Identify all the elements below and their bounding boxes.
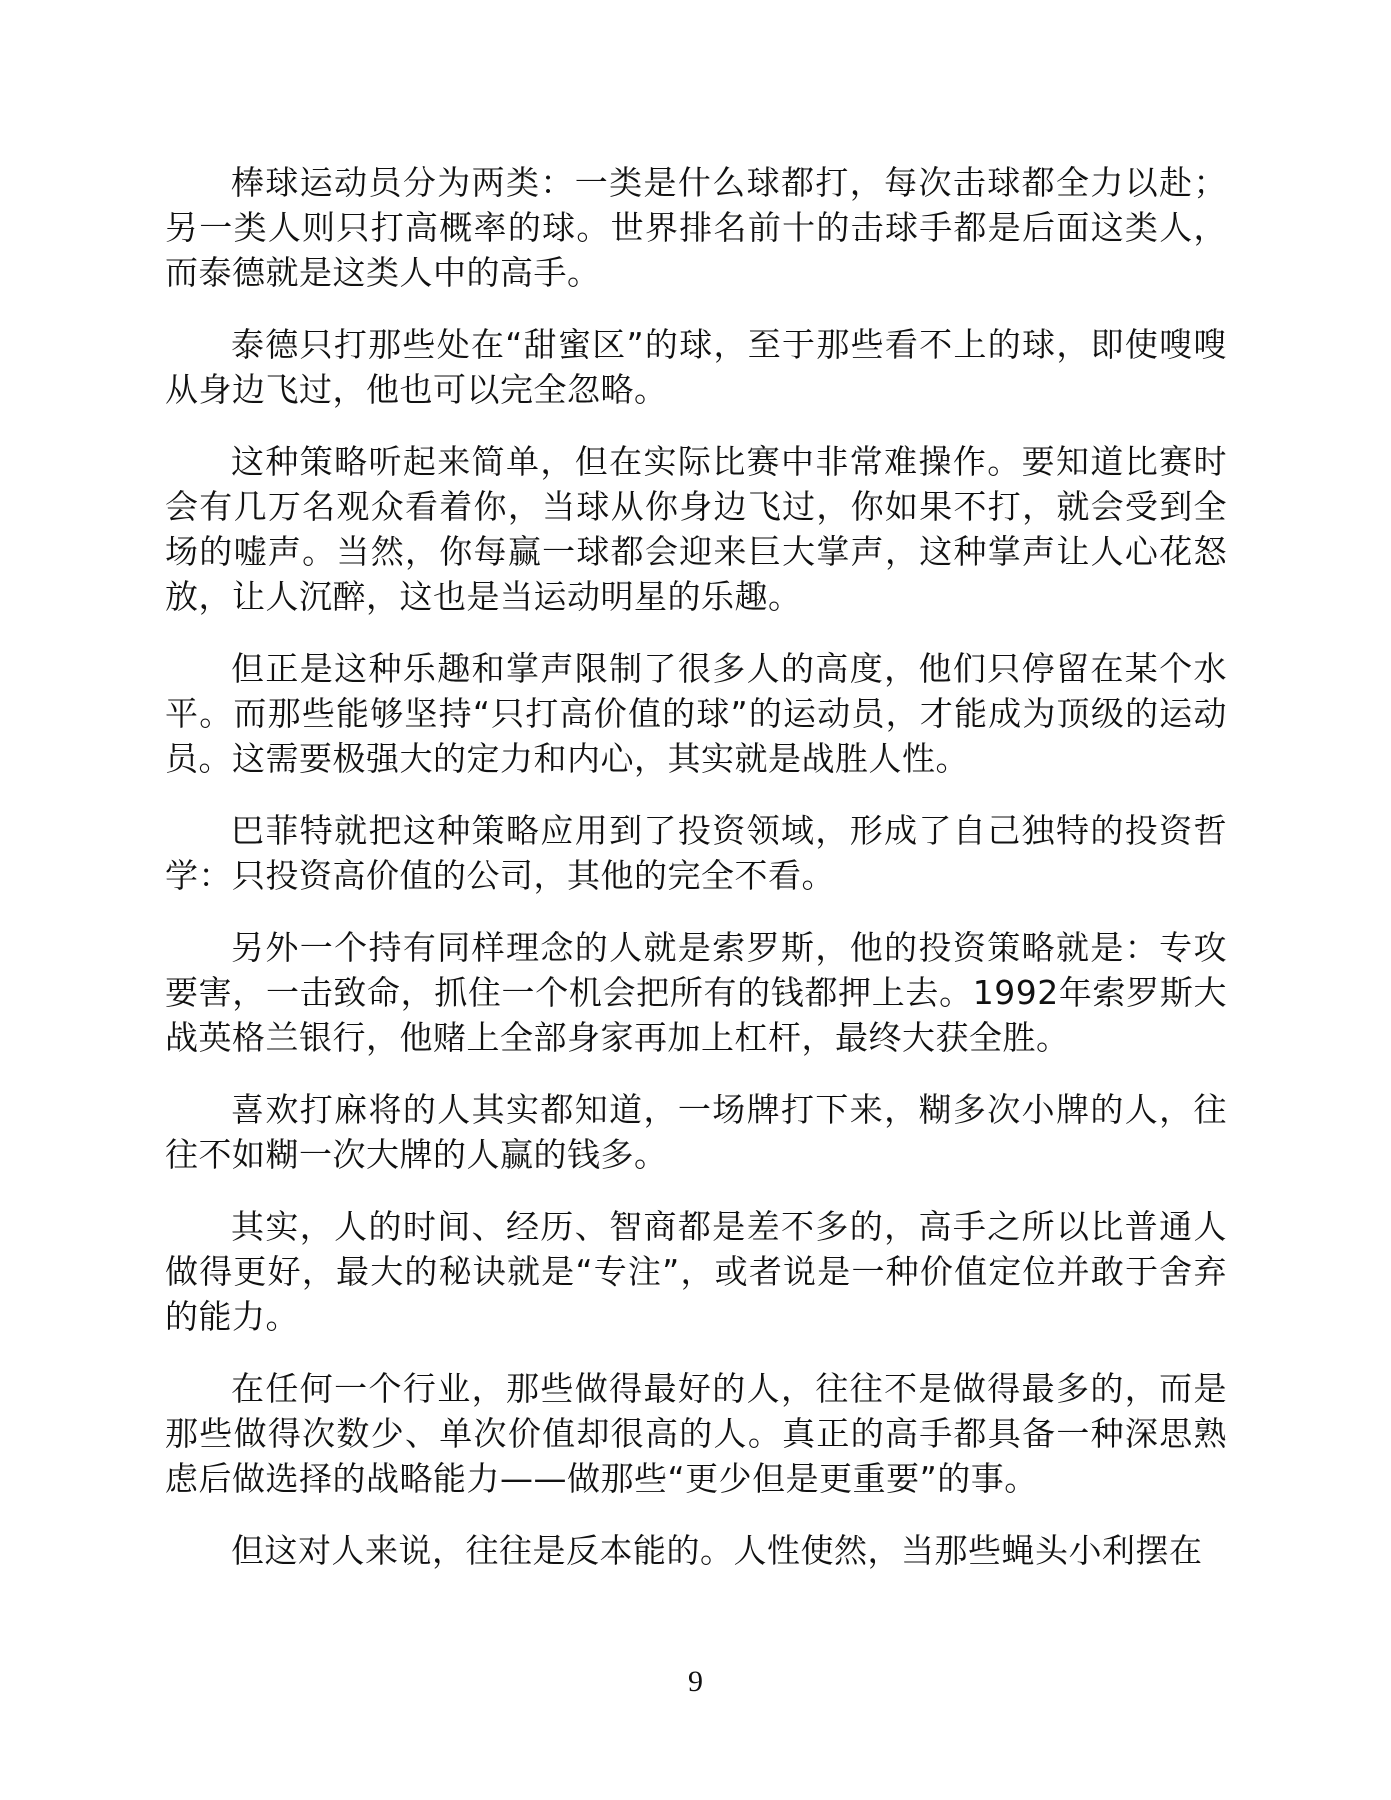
paragraph: 但这对人来说，往往是反本能的。人性使然，当那些蝇头小利摆在 [231, 1531, 1203, 1570]
paragraph: 其实，人的时间、经历、智商都是差不多的，高手之所以比普通人做得更好，最大的秘诀就是“专注”，或者说是一种价值定位并敢于舍弃的能力。 [165, 1207, 1227, 1336]
paragraph: 另外一个持有同样理念的人就是索罗斯，他的投资策略就是：专攻要害，一击致命，抓住一个机会把所有的钱都押上去。1992年索罗斯大战英格兰银行，他赌上全部身家再加上杠杆，最终大获全胜。 [165, 928, 1227, 1057]
paragraph: 喜欢打麻将的人其实都知道，一场牌打下来，糊多次小牌的人，往往不如糊一次大牌的人赢的钱多。 [165, 1090, 1227, 1174]
paragraph: 在任何一个行业，那些做得最好的人，往往不是做得最多的，而是那些做得次数少、单次价值却很高的人。真正的高手都具备一种深思熟虑后做选择的战略能力——做那些“更少但是更重要”的事。 [165, 1369, 1227, 1498]
page-number: 9 [688, 1665, 703, 1698]
paragraph: 棒球运动员分为两类：一类是什么球都打，每次击球都全力以赴；另一类人则只打高概率的球。世界排名前十的击球手都是后面这类人，而泰德就是这类人中的高手。 [165, 163, 1227, 292]
body-text [165, 160, 1227, 1600]
paragraph: 巴菲特就把这种策略应用到了投资领域，形成了自己独特的投资哲学：只投资高价值的公司，其他的完全不看。 [165, 811, 1227, 895]
paragraph: 泰德只打那些处在“甜蜜区”的球，至于那些看不上的球，即使嗖嗖从身边飞过，他也可以完全忽略。 [165, 325, 1227, 409]
paragraph: 但正是这种乐趣和掌声限制了很多人的高度，他们只停留在某个水平。而那些能够坚持“只打高价值的球”的运动员，才能成为顶级的运动员。这需要极强大的定力和内心，其实就是战胜人性。 [165, 649, 1227, 778]
paragraph: 这种策略听起来简单，但在实际比赛中非常难操作。要知道比赛时会有几万名观众看着你，当球从你身边飞过，你如果不打，就会受到全场的嘘声。当然，你每赢一球都会迎来巨大掌声，这种掌声让人心花怒放，让人沉醉，这也是当运动明星的乐趣。 [165, 442, 1227, 616]
